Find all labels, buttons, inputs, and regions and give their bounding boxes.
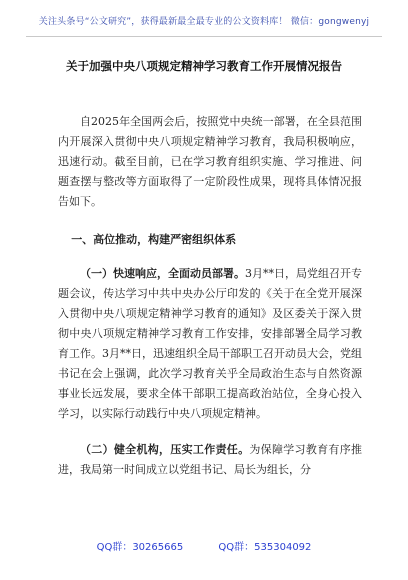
intro-paragraph: 自2025年全国两会后，按照党中央统一部署，在全县范围内开展深入贯彻中央八项规定精神学习教育，我局积极响应，迅速行动。截至目前，已在学习教育组织实施、学习推进、问题查摆与整改等方面取得了一定阶段性成果，现将具体情况报告如下。	[58, 115, 362, 208]
footer-qq-group-1: QQ群：30265665	[96, 542, 184, 553]
document-body	[58, 112, 362, 480]
footer	[0, 538, 408, 553]
header-divider	[26, 36, 382, 37]
subsection-body-2: 为保障学习教育有序推进，我局第一时间成立以党组书记、局长为组长，分	[58, 443, 362, 476]
subsection-paragraph-2	[58, 440, 362, 480]
footer-qq-group-2: QQ群：535304092	[218, 542, 312, 553]
subsection-paragraph-1	[58, 264, 362, 424]
subsection-heading-2: （二）健全机构，压实工作责任。	[80, 443, 250, 456]
header-banner: 关注头条号“公文研究”，获得最新最全最专业的公文资料库！ 微信：gongwenyj	[38, 17, 370, 27]
document-title: 关于加强中央八项规定精神学习教育工作开展情况报告	[66, 59, 342, 73]
subsection-body-1: 3月**日，局党组召开专题会议，传达学习中共中央办公厅印发的《关于在全党开展深入贯彻中央八项规定精神学习教育的通知》及区委关于深入贯彻中央八项规定精神学习教育工作安排，安排部署全局学习教育工作。3月**日，迅速组织全局干部职工召开动员大会，党组书记在会上强调，此次学习教育关乎全局政治生态与自然资源事业长远发展，要求全体干部职工提高政治站位，全身心投入学习，以实际行动践行中央八项规定精神。	[58, 267, 362, 420]
section-heading: 一、高位推动，构建严密组织体系	[71, 233, 237, 246]
subsection-heading-1: （一）快速响应，全面动员部署。	[80, 267, 245, 280]
